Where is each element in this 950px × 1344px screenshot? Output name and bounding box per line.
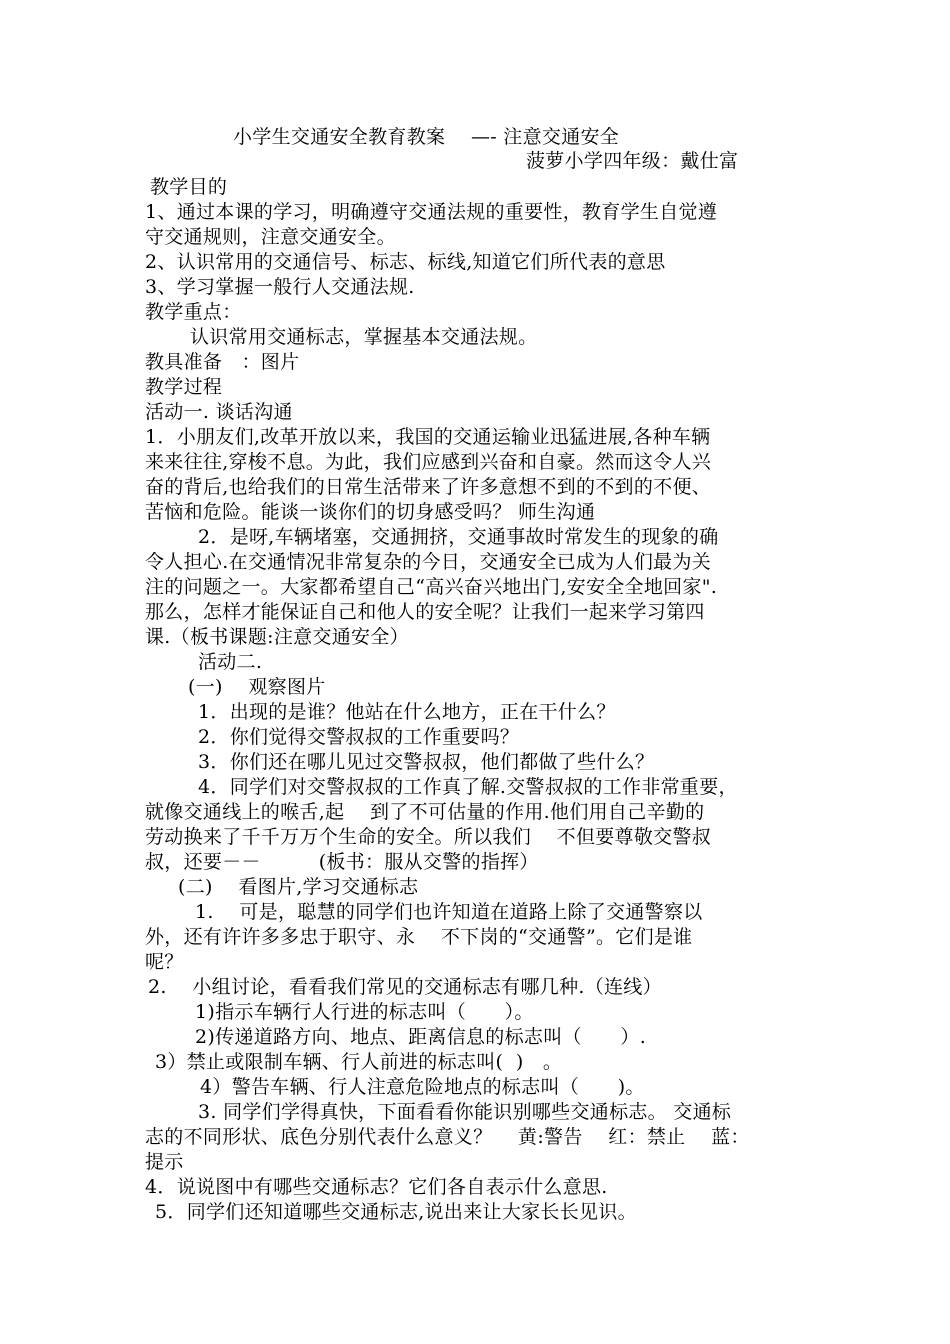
text-line: 那么，怎样才能保证自己和他人的安全呢？让我们一起来学习第四 <box>145 601 705 623</box>
text-line: 来来往往,穿梭不息。为此，我们应感到兴奋和自豪。然而这令人兴 <box>145 451 712 473</box>
text-line: 叔，还要－－ (板书：服从交警的指挥） <box>145 851 539 873</box>
list-item: 3）禁止或限制车辆、行人前进的标志叫( ) 。 <box>155 1051 563 1073</box>
text-line: 注的问题之一。大家都希望自己“高兴奋兴地出门,安安全全地回家". <box>145 576 718 598</box>
section-heading: 活动二. <box>198 651 263 673</box>
list-item: 2)传递道路方向、地点、距离信息的标志叫（ ）. <box>195 1026 647 1048</box>
section-heading: 教学目的 <box>150 176 228 198</box>
text-line: 5．同学们还知道哪些交通标志,说出来让大家长长见识。 <box>155 1201 637 1223</box>
text-line: 2、认识常用的交通信号、标志、标线,知道它们所代表的意思 <box>145 251 666 273</box>
text-line: 4．同学们对交警叔叔的工作真了解.交警叔叔的工作非常重要， <box>198 776 738 798</box>
text-line: 守交通规则，注意交通安全。 <box>145 226 396 248</box>
document-title: 小学生交通安全教育教案 —- 注意交通安全 <box>233 126 620 148</box>
section-heading: 教学过程 <box>145 376 223 398</box>
text-line: 4．说说图中有哪些交通标志？它们各自表示什么意思. <box>145 1176 608 1198</box>
text-line: 志的不同形状、底色分别代表什么意义？ 黄:警告 红：禁止 蓝： <box>145 1126 750 1148</box>
subsection-heading: (一) 观察图片 <box>188 676 326 698</box>
text-line: 外，还有许许多多忠于职守、永 不下岗的“交通警”。它们是谁 <box>145 926 693 948</box>
text-line: 1. 可是，聪慧的同学们也许知道在道路上除了交通警察以 <box>195 901 703 923</box>
question-item: 2．你们觉得交警叔叔的工作重要吗？ <box>198 726 520 748</box>
text-line: 就像交通线上的喉舌,起 到了不可估量的作用.他们用自己辛勤的 <box>145 801 705 823</box>
list-item: 4）警告车辆、行人注意危险地点的标志叫（ )。 <box>200 1076 645 1098</box>
section-heading: 教学重点： <box>145 301 242 323</box>
text-line: 课.（板书课题:注意交通安全） <box>145 626 409 648</box>
text-line: 2．是呀,车辆堵塞，交通拥挤，交通事故时常发生的现象的确 <box>198 526 719 548</box>
question-item: 1．出现的是谁？他站在什么地方，正在干什么？ <box>198 701 616 723</box>
document-byline: 菠萝小学四年级：戴仕富 <box>526 150 739 172</box>
text-line: 3. 同学们学得真快，下面看看你能识别哪些交通标志。 交通标 <box>198 1101 732 1123</box>
text-line: 1、通过本课的学习，明确遵守交通法规的重要性，教育学生自觉遵 <box>145 201 718 223</box>
text-line: 3、学习掌握一般行人交通法规. <box>145 276 415 298</box>
text-line: 1．小朋友们,改革开放以来，我国的交通运输业迅猛进展,各种车辆 <box>145 426 711 448</box>
subsection-heading: (二) 看图片,学习交通标志 <box>178 876 419 898</box>
text-line: 呢？ <box>145 951 184 973</box>
section-heading: 教具准备 ：图片 <box>145 351 300 373</box>
text-line: 认识常用交通标志，掌握基本交通法规。 <box>190 326 538 348</box>
text-line: 奋的背后,也给我们的日常生活带来了许多意想不到的不到的不便、 <box>145 476 712 498</box>
section-heading: 活动一. 谈话沟通 <box>145 401 293 423</box>
text-line: 令人担心.在交通情况非常复杂的今日，交通安全已成为人们最为关 <box>145 551 712 573</box>
list-item: 1)指示车辆行人行进的标志叫（ ）。 <box>195 1001 534 1023</box>
text-line: 提示 <box>145 1151 184 1173</box>
text-line: 劳动换来了千千万万个生命的安全。所以我们 不但要尊敬交警叔 <box>145 826 712 848</box>
text-line: 苦恼和危险。能谈一谈你们的切身感受吗？ 师生沟通 <box>145 501 596 523</box>
text-line: 2. 小组讨论，看看我们常见的交通标志有哪几种.（连线） <box>148 976 662 998</box>
question-item: 3．你们还在哪儿见过交警叔叔，他们都做了些什么？ <box>198 751 655 773</box>
